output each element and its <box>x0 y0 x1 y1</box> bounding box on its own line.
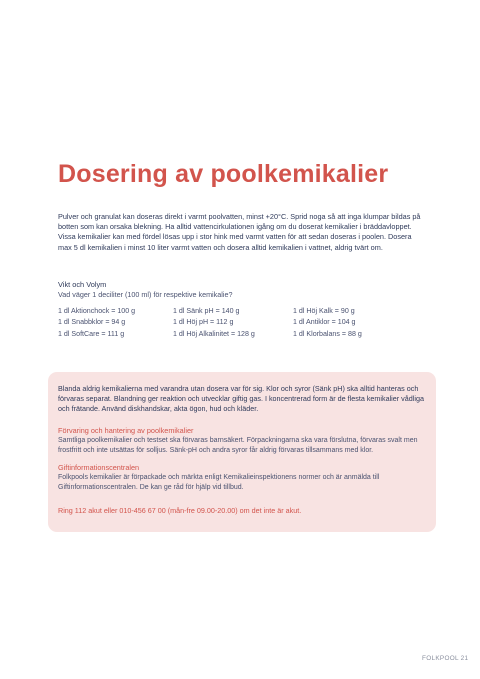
storage-heading: Förvaring och hantering av poolkemikalier <box>58 426 194 435</box>
weight-item: 1 dl SoftCare = 111 g <box>58 329 125 338</box>
weights-heading: Vikt och Volym <box>58 280 107 289</box>
weight-item: 1 dl Höj Alkalinitet = 128 g <box>173 329 255 338</box>
poison-center-text: Folkpools kemikalier är förpackade och märkta enligt Kemikalieinspektionens normer och är anmälda till Giftinformationscentralen. De kan ge råd för hjälp vid tillbud. <box>58 474 380 491</box>
storage-text: Samtliga poolkemikalier och testset ska förvaras barnsäkert. Förpackningarna ska vara förslutna, förvaras svalt men frostfritt och inte utsättas för solljus. Sänk-pH och andra syror får aldrig förvaras tillsammans med klor. <box>58 437 418 454</box>
intro-paragraph: Pulver och granulat kan doseras direkt i varmt poolvatten, minst +20°C. Sprid noga så att inga klumpar bildas på botten som kan orsaka blekning. Ha alltid vattencirkulationen igång om du doserat kemikalier i bräddavloppet. Vissa kemikalier kan med fördel lösas upp i stor hink med varmt vatten för att sedan doseras i poolen. Dosera max 5 dl kemikalien i minst 10 liter varmt vatten och dosera alltid kemikalien i vattnet, aldrig tvärt om. <box>58 212 421 252</box>
weights-column-2 <box>173 306 255 340</box>
page-title: Dosering av poolkemikalier <box>58 160 389 188</box>
weight-item: 1 dl Snabbklor = 94 g <box>58 318 126 327</box>
mixing-warning: Blanda aldrig kemikalierna med varandra utan dosera var för sig. Klor och syror (Sänk pH) ska alltid hanteras och förvaras separat. Blandning ger reaktion och utvecklar giftig gas. I koncentrerad form är de flesta kemikalier vådliga och frätande. Använd diskhandskar, akta ögon, hud och kläder. <box>58 384 424 414</box>
page-footer: FOLKPOOL 21 <box>422 655 469 662</box>
weights-column-1 <box>58 306 135 340</box>
weight-item: 1 dl Antiklor = 104 g <box>293 318 356 327</box>
weight-item: 1 dl Sänk pH = 140 g <box>173 307 240 315</box>
weight-item: 1 dl Höj Kalk = 90 g <box>293 307 355 315</box>
weight-item: 1 dl Klorbalans = 88 g <box>293 329 362 338</box>
weight-item: 1 dl Aktionchock = 100 g <box>58 307 136 315</box>
weight-item: 1 dl Höj pH = 112 g <box>173 318 234 327</box>
weights-subheading: Vad väger 1 deciliter (100 ml) för respektive kemikalie? <box>58 290 233 299</box>
weights-column-3 <box>293 306 362 340</box>
emergency-number: Ring 112 akut eller 010-456 67 00 (mån-fre 09.00-20.00) om det inte är akut. <box>58 506 302 515</box>
poison-center-heading: Giftinformationscentralen <box>58 463 140 472</box>
